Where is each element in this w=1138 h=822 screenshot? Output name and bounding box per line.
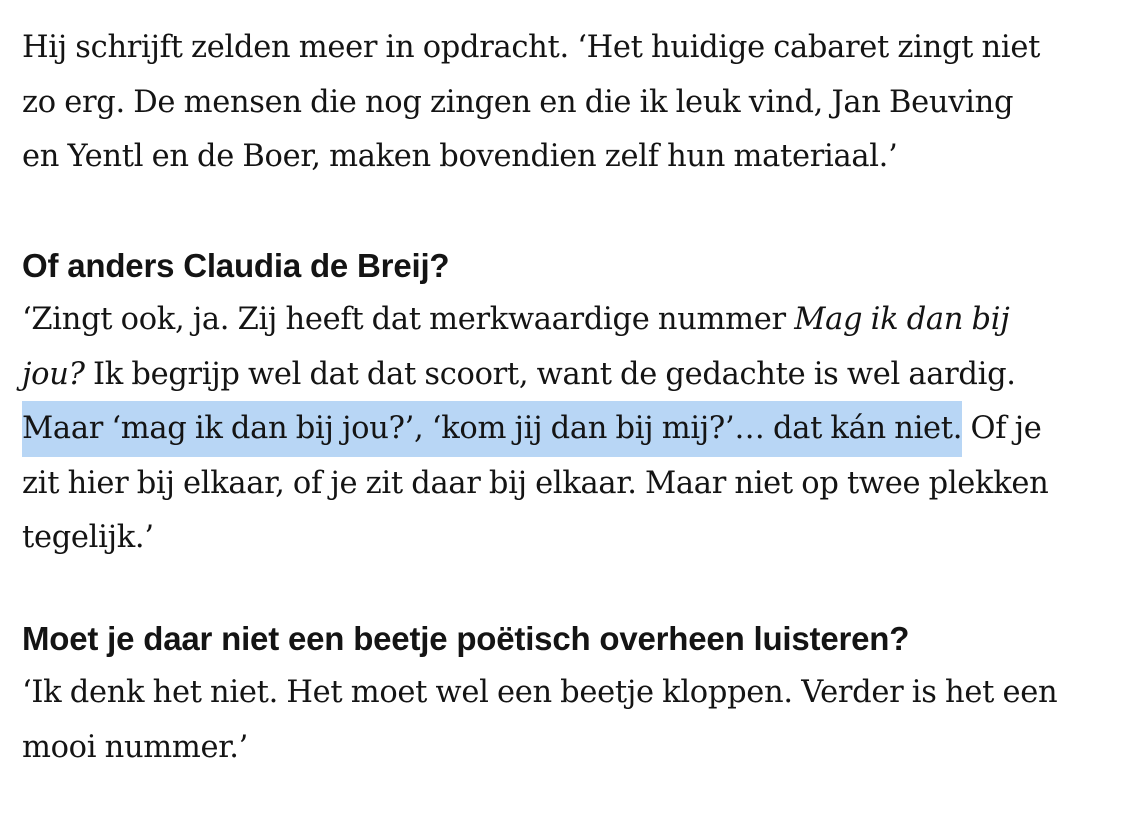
intro-line-2: zo erg. De mensen die nog zingen en die ik leuk vind, Jan Beuving (22, 84, 1014, 120)
answer-1-text: ‘Zingt ook, ja. Zij heeft dat merkwaardige nummer (22, 302, 795, 337)
song-title-part-1: Mag ik dan bij (794, 302, 1010, 337)
interview-question-1: Of anders Claudia de Breij? (22, 246, 450, 284)
answer-1-line-2 (22, 348, 1122, 403)
answer-1-line-3 (22, 402, 1122, 457)
interview-answer-1 (22, 293, 1122, 566)
intro-paragraph (22, 21, 1122, 185)
answer-1-line-4: zit hier bij elkaar, of je zit daar bij elkaar. Maar niet op twee plekken (22, 465, 1049, 501)
selected-text-highlight[interactable]: Maar ‘mag ik dan bij jou?’, ‘kom jij dan bij mij?’… dat kán niet. (22, 401, 962, 457)
answer-2-line-1: ‘Ik denk het niet. Het moet wel een beetje kloppen. Verder is het een (22, 675, 1058, 710)
song-title-part-2: jou? (22, 356, 85, 392)
answer-1-line-5: tegelijk.’ (22, 520, 154, 555)
paragraph-spacer (22, 566, 1122, 612)
paragraph-spacer (22, 185, 1122, 239)
article-body (22, 21, 1122, 775)
interview-answer-2 (22, 666, 1122, 775)
answer-1-text: Ik begrijp wel dat dat scoort, want de gedachte is wel aardig. (84, 356, 1016, 392)
answer-2-line-2: mooi nummer.’ (22, 729, 248, 765)
answer-1-line-1 (22, 293, 1122, 348)
intro-line-3: en Yentl en de Boer, maken bovendien zelf hun materiaal.’ (22, 139, 898, 174)
interview-question-2: Moet je daar niet een beetje poëtisch overheen luisteren? (22, 619, 910, 657)
intro-line-1: Hij schrijft zelden meer in opdracht. ‘Het huidige cabaret zingt niet (22, 30, 1041, 65)
answer-1-text: Of je (962, 411, 1042, 446)
